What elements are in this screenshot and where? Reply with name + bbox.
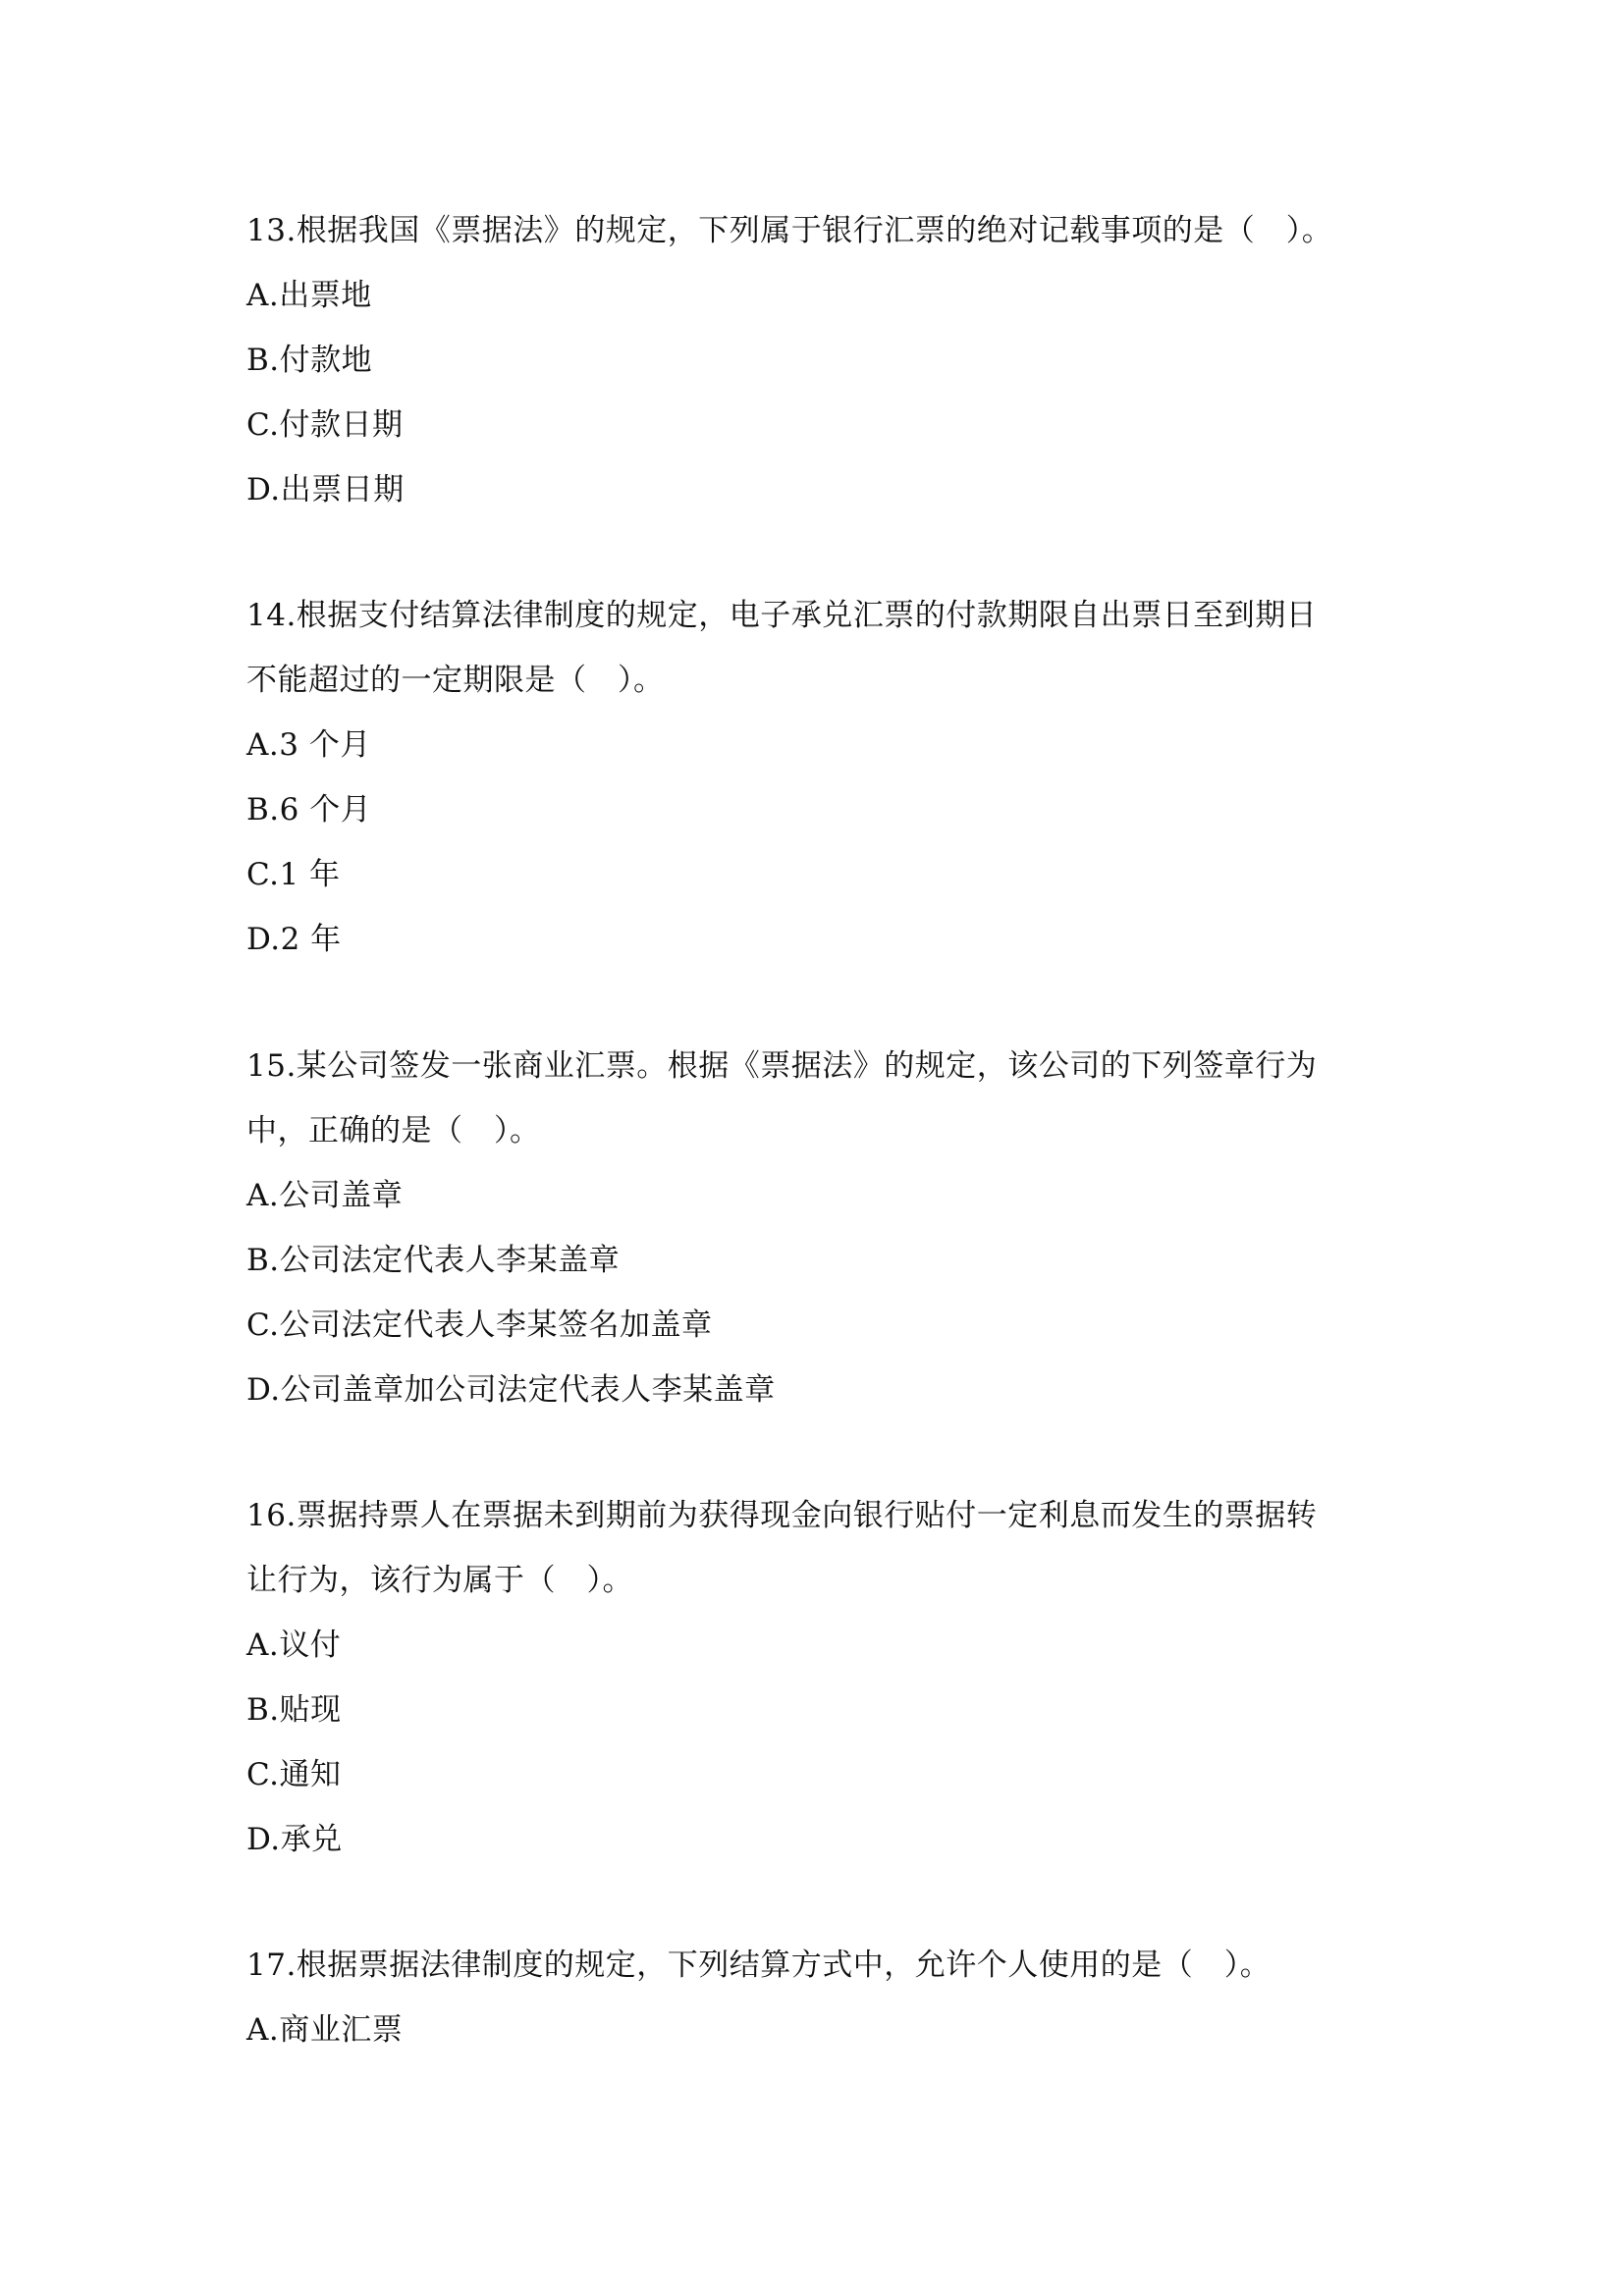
option-a: A.公司盖章	[246, 1178, 404, 1213]
option-a: A.商业汇票	[246, 2012, 404, 2048]
question-stem: 13.根据我国《票据法》的规定，下列属于银行汇票的绝对记载事项的是（ ）。	[246, 213, 1333, 248]
question-stem-line-1: 14.根据支付结算法律制度的规定，电子承兑汇票的付款期限自出票日至到期日	[246, 598, 1318, 633]
question-stem-line-1: 16.票据持票人在票据未到期前为获得现金向银行贴付一定利息而发生的票据转	[246, 1498, 1318, 1533]
question-13	[246, 198, 1395, 522]
option-b: B.付款地	[246, 343, 373, 378]
option-d: D.承兑	[246, 1822, 343, 1857]
option-d: D.公司盖章加公司法定代表人李某盖章	[246, 1372, 776, 1408]
option-c: C.通知	[246, 1757, 342, 1792]
option-c: C.付款日期	[246, 407, 404, 443]
question-17	[246, 1933, 1395, 2062]
question-14	[246, 583, 1395, 972]
option-b: B.公司法定代表人李某盖章	[246, 1243, 621, 1278]
option-b: B.6 个月	[246, 792, 372, 828]
question-stem-line-2: 让行为，该行为属于（ ）。	[246, 1563, 633, 1598]
option-c: C.公司法定代表人李某签名加盖章	[246, 1308, 713, 1343]
question-15	[246, 1034, 1395, 1422]
option-a: A.出票地	[246, 278, 372, 313]
option-a: A.议付	[246, 1628, 342, 1663]
question-stem: 17.根据票据法律制度的规定，下列结算方式中，允许个人使用的是（ ）。	[246, 1948, 1272, 1983]
question-stem-line-2: 中，正确的是（ ）。	[246, 1113, 541, 1148]
question-stem-line-2: 不能超过的一定期限是（ ）。	[246, 663, 665, 698]
question-stem-line-1: 15.某公司签发一张商业汇票。根据《票据法》的规定，该公司的下列签章行为	[246, 1048, 1318, 1084]
option-b: B.贴现	[246, 1692, 342, 1728]
option-d: D.出票日期	[246, 472, 405, 507]
option-c: C.1 年	[246, 857, 341, 892]
question-16	[246, 1483, 1395, 1872]
option-d: D.2 年	[246, 922, 342, 957]
option-a: A.3 个月	[246, 727, 371, 763]
